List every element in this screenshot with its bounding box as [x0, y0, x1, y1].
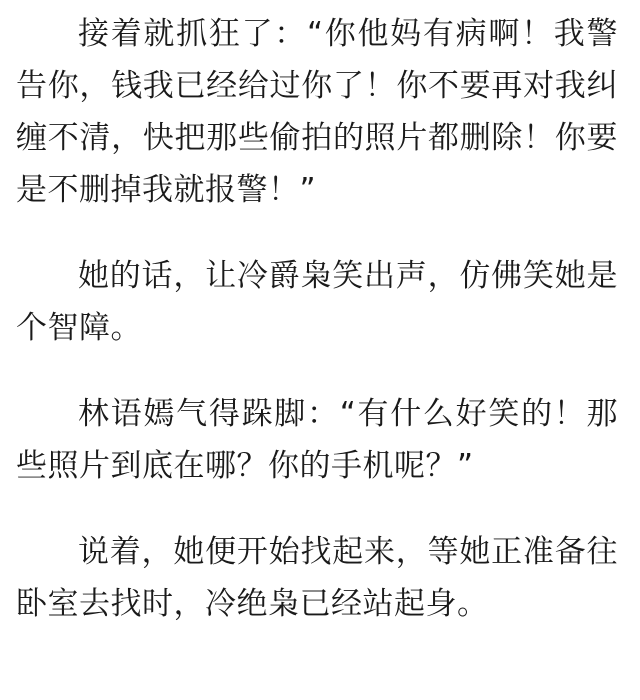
paragraph-2: 她的话，让冷爵枭笑出声，仿佛笑她是个智障。 — [16, 258, 618, 346]
paragraph-3: 林语嫣气得跺脚：“有什么好笑的！那些照片到底在哪？你的手机呢？” — [16, 396, 618, 484]
paragraph-1: 接着就抓狂了：“你他妈有病啊！我警告你，钱我已经给过你了！你不要再对我纠缠不清，快把那些偷拍的照片都删除！你要是不删掉我就报警！” — [16, 16, 618, 208]
paragraph-4: 说着，她便开始找起来，等她正准备往卧室去找时，冷绝枭已经站起身。 — [16, 534, 618, 622]
